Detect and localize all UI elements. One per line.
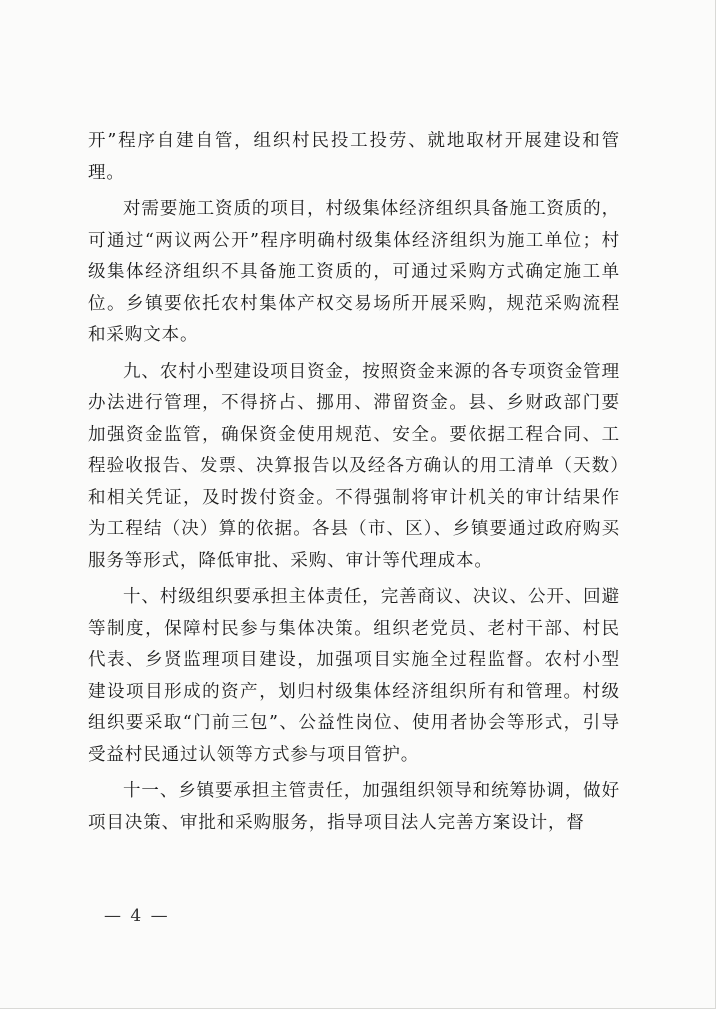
document-body (88, 126, 620, 844)
paragraph-item-11-township-responsibility: 十一、乡镇要承担主管责任，加强组织领导和统筹协调，做好项目决策、审批和采购服务，指导项目法人完善方案设计，督 (88, 781, 620, 833)
paragraph-construction-qualification: 对需要施工资质的项目，村级集体经济组织具备施工资质的，可通过“两议两公开”程序明确村级集体经济组织为施工单位；村级集体经济组织不具备施工资质的，可通过采购方式确定施工单位。乡镇要依托农村集体产权交易场所开展采购，规范采购流程和采购文本。 (88, 199, 620, 345)
page-number: — 4 — (104, 906, 170, 926)
paragraph-item-9-funds: 九、农村小型建设项目资金，按照资金来源的各专项资金管理办法进行管理，不得挤占、挪用、滞留资金。县、乡财政部门要加强资金监管，确保资金使用规范、安全。要依据工程合同、工程验收报告、发票、决算报告以及经各方确认的用工清单（天数）和相关凭证，及时拨付资金。不得强制将审计机关的审计结果作为工程结（决）算的依据。各县（市、区）、乡镇要通过政府购买服务等形式，降低审批、采购、审计等代理成本。 (88, 361, 620, 571)
paragraph-item-10-village-responsibility: 十、村级组织要承担主体责任，完善商议、决议、公开、回避等制度，保障村民参与集体决策。组织老党员、老村干部、村民代表、乡贤监理项目建设，加强项目实施全过程监督。农村小型建设项目形成的资产，划归村级集体经济组织所有和管理。村级组织要采取“门前三包”、公益性岗位、使用者协会等形式，引导受益村民通过认领等方式参与项目管护。 (88, 587, 620, 765)
paragraph-continuation: 开”程序自建自管，组织村民投工投劳、就地取材开展建设和管理。 (88, 131, 620, 183)
